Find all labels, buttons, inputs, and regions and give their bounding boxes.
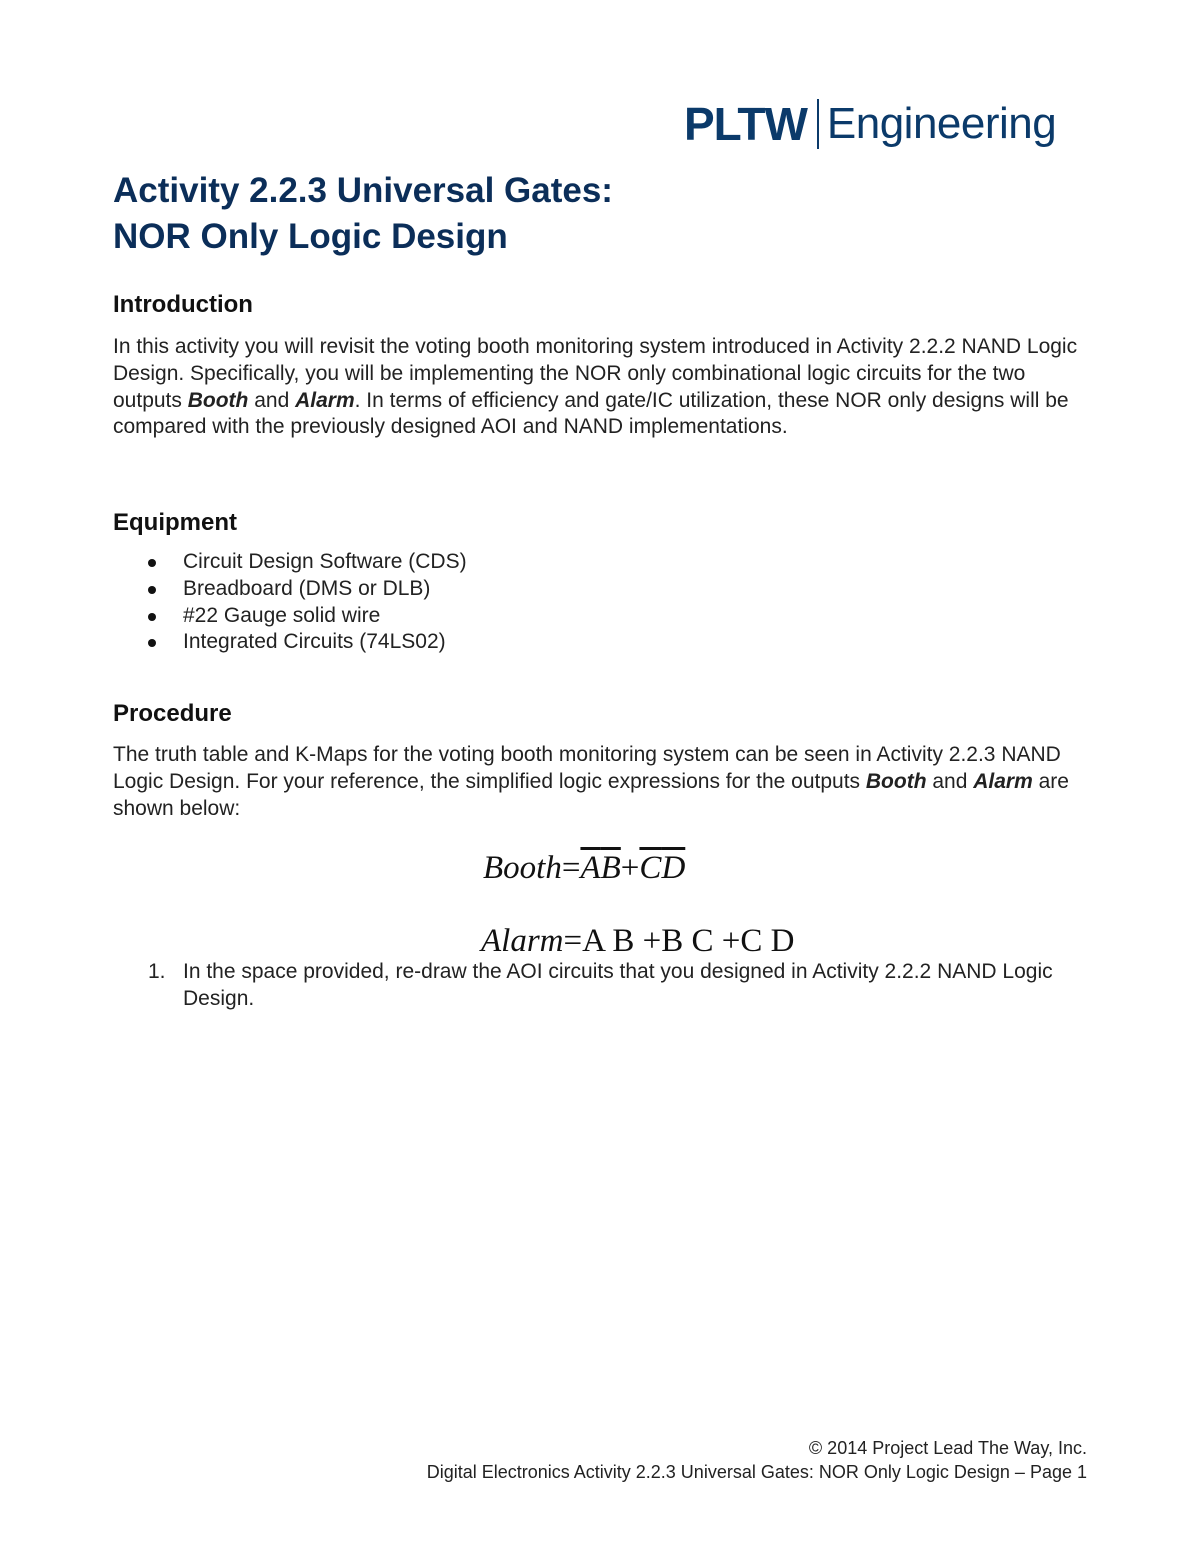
logo-division: Engineering xyxy=(826,99,1057,148)
equipment-item: Integrated Circuits (74LS02) xyxy=(113,629,467,656)
equipment-list xyxy=(113,549,467,656)
intro-alarm-term: Alarm xyxy=(295,388,355,412)
page-title xyxy=(113,168,613,260)
alarm-eq-rhs: A B +B C +C D xyxy=(582,923,795,959)
alarm-eq-lhs: Alarm xyxy=(481,923,564,959)
logo-divider xyxy=(817,99,819,149)
procedure-heading: Procedure xyxy=(113,700,232,727)
proc-alarm-term: Alarm xyxy=(973,769,1033,793)
equipment-item: #22 Gauge solid wire xyxy=(113,603,467,630)
step-text: In the space provided, re-draw the AOI circuits that you designed in Activity 2.2.2 NAND Logic Design. xyxy=(183,960,1053,1010)
equipment-heading: Equipment xyxy=(113,509,237,536)
booth-eq-plus: + xyxy=(620,850,640,886)
alarm-eq-equals: = xyxy=(563,923,583,959)
procedure-steps xyxy=(113,959,1098,1013)
pltw-engineering-logo xyxy=(684,96,1056,152)
booth-equation xyxy=(483,852,685,885)
proc-booth-term: Booth xyxy=(865,769,927,793)
footer-copyright: © 2014 Project Lead The Way, Inc. xyxy=(808,1438,1087,1458)
booth-eq-lhs: Booth xyxy=(483,850,562,886)
introduction-heading: Introduction xyxy=(113,291,253,318)
procedure-paragraph xyxy=(113,742,1098,822)
step-number: 1. xyxy=(148,960,166,983)
step-item xyxy=(113,959,1098,1013)
logo-brand: PLTW xyxy=(684,98,807,150)
proc-text-1: The truth table and K-Maps for the voting booth monitoring system can be seen in Activity 2.2.3 NAND Logic Design. For your reference, the simplified logic expressions for the outputs xyxy=(113,743,1061,793)
equipment-item: Breadboard (DMS or DLB) xyxy=(113,576,467,603)
title-line-1: Activity 2.2.3 Universal Gates: xyxy=(113,171,613,210)
booth-term-c: $\overline{C}$ xyxy=(639,850,662,886)
introduction-paragraph xyxy=(113,334,1098,441)
proc-and: and xyxy=(926,769,974,793)
booth-eq-equals: = xyxy=(561,850,581,886)
proc-text-2: are shown below: xyxy=(113,769,1069,820)
intro-booth-term: Booth xyxy=(187,388,249,412)
alarm-equation xyxy=(481,925,794,958)
title-line-2: NOR Only Logic Design xyxy=(113,217,508,256)
booth-term-d: $\overline{D}$ xyxy=(661,850,686,886)
footer-page-line: Digital Electronics Activity 2.2.3 Universal Gates: NOR Only Logic Design – Page 1 xyxy=(426,1462,1087,1482)
equipment-item: Circuit Design Software (CDS) xyxy=(113,549,467,576)
intro-text-1: In this activity you will revisit the voting booth monitoring system introduced in Activity 2.2.2 NAND Logic Design. Specifically, you will be implementing the NOR only combinational logic circuits for the two outputs xyxy=(113,335,1078,412)
booth-term-a: $\overline{A}$ xyxy=(580,850,601,886)
intro-and: and xyxy=(248,388,296,412)
booth-term-b: $\overline{B}$ xyxy=(600,850,621,886)
intro-text-2: . In terms of efficiency and gate/IC utilization, these NOR only designs will be compared with the previously designed AOI and NAND implementations. xyxy=(113,388,1069,439)
